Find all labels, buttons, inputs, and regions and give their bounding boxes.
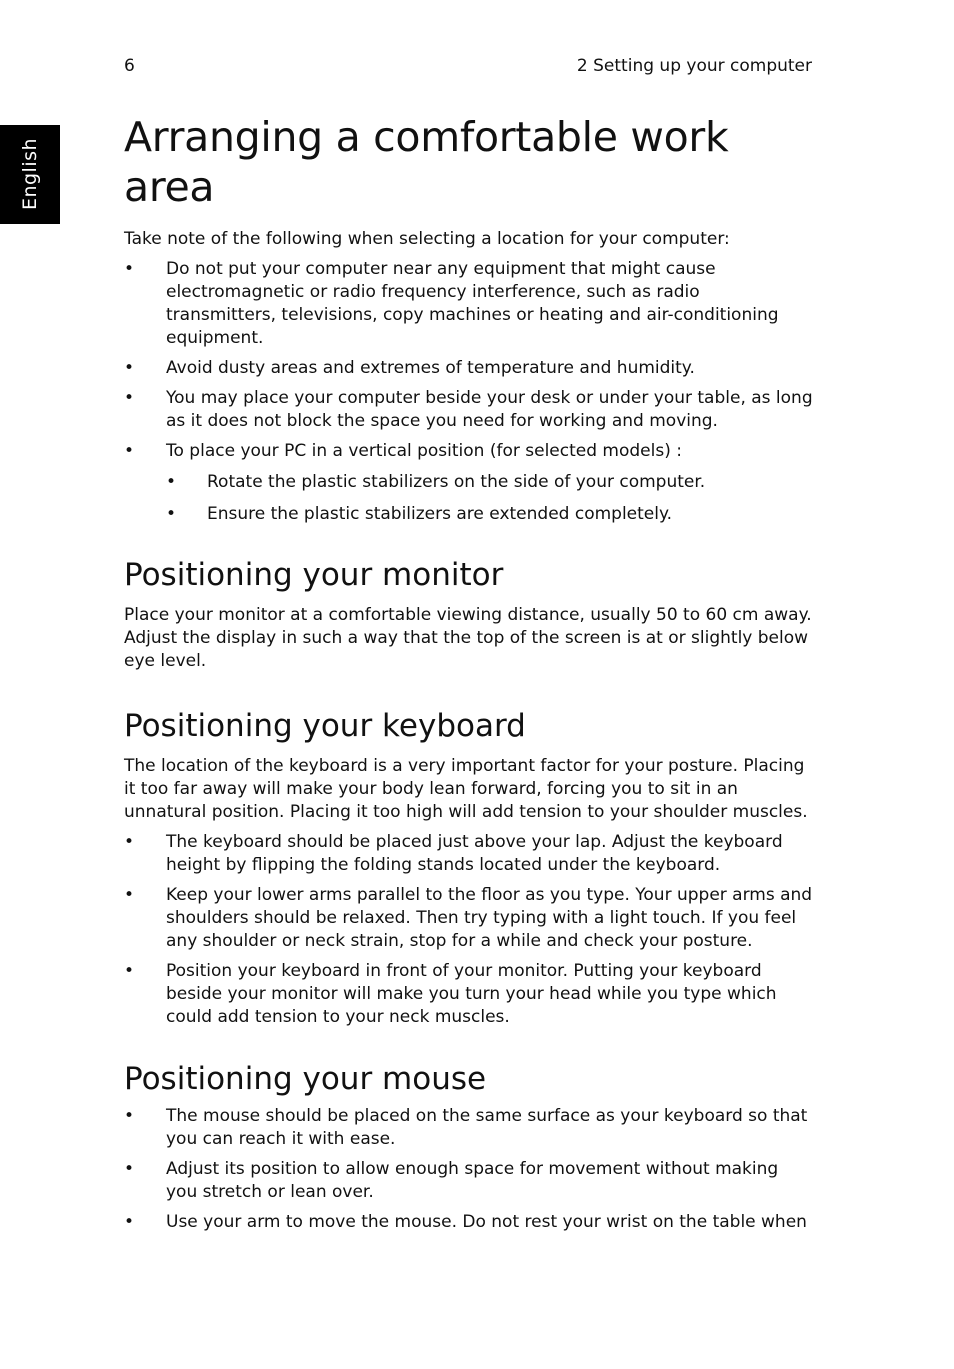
sub-list-item: • Ensure the plastic stabilizers are extended completely.	[166, 503, 814, 526]
keyboard-section	[124, 706, 814, 1029]
intro-paragraph: Take note of the following when selecting a location for your computer:	[124, 229, 730, 249]
list-item-text: To place your PC in a vertical position (for selected models) :	[166, 441, 682, 461]
list-item-vertical-position	[124, 440, 814, 526]
page-number: 6	[124, 56, 135, 76]
keyboard-heading: Positioning your keyboard	[124, 708, 526, 744]
page-title: Arranging a comfortable work area	[124, 113, 729, 211]
vertical-position-list	[166, 471, 814, 526]
list-item: • You may place your computer beside your desk or under your table, as long as it does not block the space you need for working and moving.	[124, 387, 814, 433]
list-item: • Keep your lower arms parallel to the floor as you type. Your upper arms and shoulders should be relaxed. Then try typing with a light touch. If you feel any shoulder or neck strain, stop for a while and check your posture.	[124, 884, 814, 953]
language-tab	[0, 125, 60, 224]
page-content	[124, 112, 814, 1241]
list-item: • Do not put your computer near any equipment that might cause electromagnetic or radio frequency interference, such as radio transmitters, televisions, copy machines or heating and air-conditioning equipment.	[124, 258, 814, 350]
mouse-list	[124, 1105, 814, 1234]
list-item: • Use your arm to move the mouse. Do not rest your wrist on the table when	[124, 1211, 814, 1234]
mouse-section	[124, 1059, 814, 1234]
mouse-heading: Positioning your mouse	[124, 1061, 487, 1097]
monitor-paragraph: Place your monitor at a comfortable viewing distance, usually 50 to 60 cm away. Adjust the display in such a way that the top of the screen is at or slightly below eye level.	[124, 605, 812, 671]
monitor-heading: Positioning your monitor	[124, 557, 504, 593]
page-header	[124, 56, 812, 80]
keyboard-list	[124, 831, 814, 1029]
list-item: • Adjust its position to allow enough space for movement without making you stretch or lean over.	[124, 1158, 814, 1204]
monitor-section	[124, 555, 814, 673]
language-tab-label: English	[19, 137, 41, 211]
list-item: • The keyboard should be placed just above your lap. Adjust the keyboard height by flipping the folding stands located under the keyboard.	[124, 831, 814, 877]
list-item: • The mouse should be placed on the same surface as your keyboard so that you can reach it with ease.	[124, 1105, 814, 1151]
keyboard-paragraph: The location of the keyboard is a very important factor for your posture. Placing it too far away will make your body lean forward, forcing you to sit in an unnatural position. Placing it too high will add tension to your shoulder muscles.	[124, 756, 808, 822]
location-list	[124, 258, 814, 526]
running-head: 2 Setting up your computer	[576, 56, 812, 76]
sub-list-item: • Rotate the plastic stabilizers on the side of your computer.	[166, 471, 814, 494]
list-item: • Avoid dusty areas and extremes of temperature and humidity.	[124, 357, 814, 380]
list-item: • Position your keyboard in front of your monitor. Putting your keyboard beside your monitor will make you turn your head while you type which could add tension to your neck muscles.	[124, 960, 814, 1029]
